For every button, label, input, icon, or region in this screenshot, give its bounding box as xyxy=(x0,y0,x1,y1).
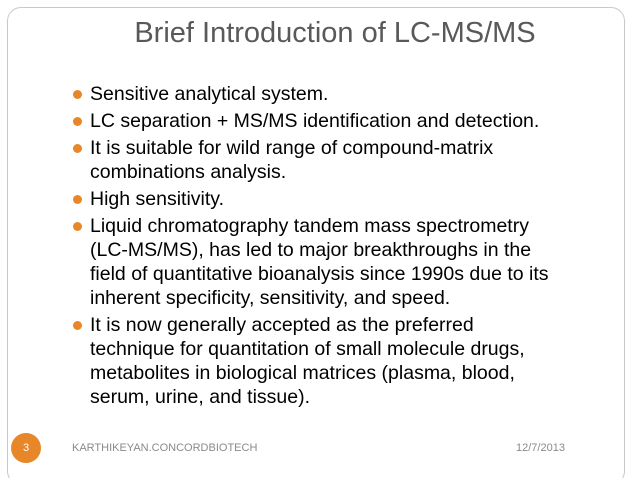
bullet-dot-icon xyxy=(73,321,82,330)
bullet-item xyxy=(72,136,562,184)
bullet-dot-icon xyxy=(73,117,82,126)
page-number-badge: 3 xyxy=(11,433,41,463)
bullet-dot-icon xyxy=(73,90,82,99)
bullet-text: It is suitable for wild range of compound-matrix combinations analysis. xyxy=(90,137,494,183)
bullet-text: Sensitive analytical system. xyxy=(90,83,329,105)
bullet-list xyxy=(72,82,562,412)
slide-title: Brief Introduction of LC-MS/MS xyxy=(134,17,536,49)
footer-date: 12/7/2013 xyxy=(516,442,565,454)
bullet-text: LC separation + MS/MS identification and detection. xyxy=(90,110,540,132)
bullet-item xyxy=(72,187,562,211)
bullet-dot-icon xyxy=(73,195,82,204)
bullet-item xyxy=(72,214,562,310)
bullet-text: High sensitivity. xyxy=(90,188,225,210)
bullet-item xyxy=(72,82,562,106)
bullet-text: Liquid chromatography tandem mass spectrometry (LC-MS/MS), has led to major breakthroughs in the field of quantitative bioanalysis since 1990s due to its inherent specificity, sensitivity, and speed. xyxy=(90,215,549,309)
bullet-item xyxy=(72,313,562,409)
bullet-dot-icon xyxy=(73,144,82,153)
bullet-dot-icon xyxy=(73,222,82,231)
footer-author: KARTHIKEYAN.CONCORDBIOTECH xyxy=(72,442,258,454)
bullet-item xyxy=(72,109,562,133)
bullet-text: It is now generally accepted as the preferred technique for quantitation of small molecule drugs, metabolites in biological matrices (plasma, blood, serum, urine, and tissue). xyxy=(90,314,525,408)
